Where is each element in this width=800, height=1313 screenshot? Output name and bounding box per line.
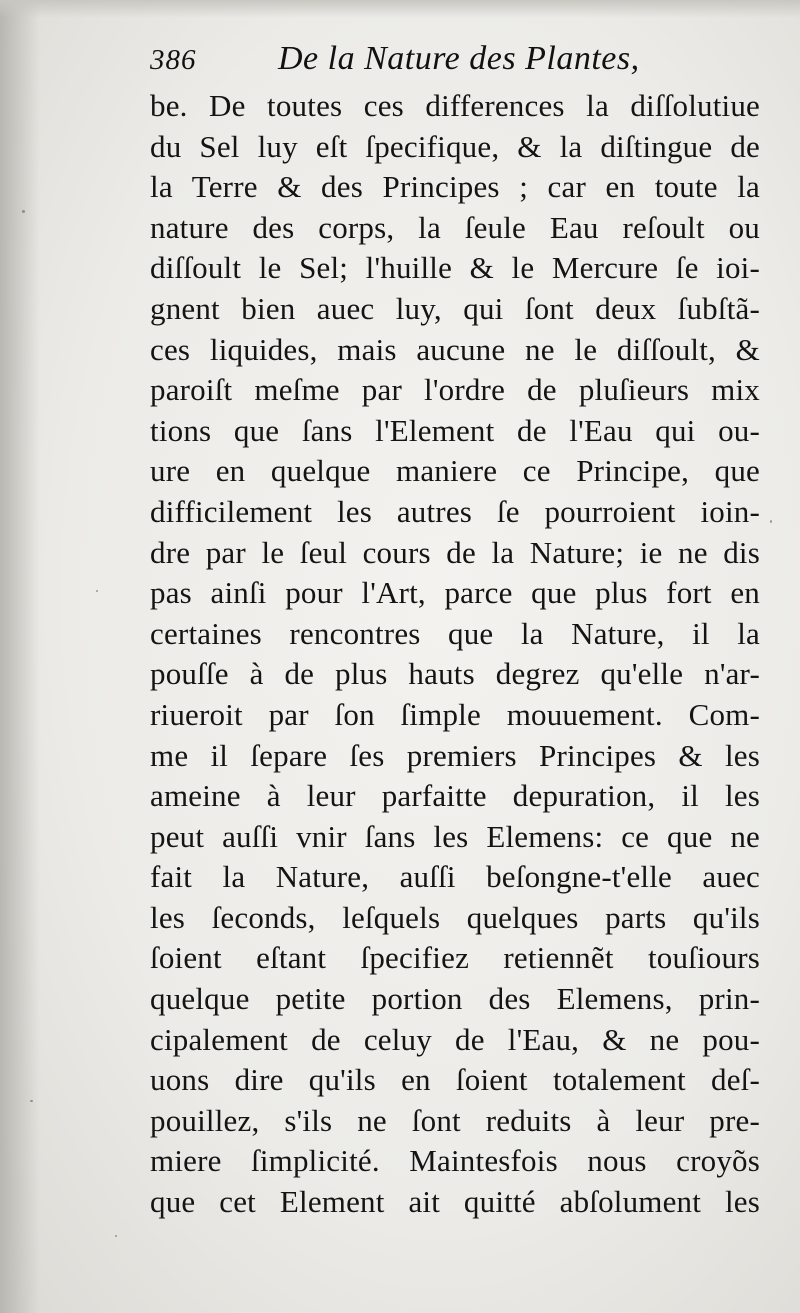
body-text bbox=[150, 86, 760, 1223]
text-line: gnent bien auec luy, qui ſont deux ſubſtã- bbox=[150, 290, 760, 326]
text-line: riueroit par ſon ſimple mouuement. Com- bbox=[150, 696, 760, 732]
page-header bbox=[150, 40, 670, 84]
text-line: ure en quelque maniere ce Principe, que bbox=[150, 453, 760, 489]
text-line: pas ainſi pour l'Art, parce que plus fort en bbox=[150, 575, 760, 611]
paper-speck bbox=[30, 1100, 33, 1102]
paper-speck bbox=[22, 210, 25, 213]
text-line: fait la Nature, auſſi beſongne-t'elle auec bbox=[150, 859, 760, 895]
paper-speck bbox=[770, 520, 772, 523]
text-line: la Terre & des Principes ; car en toute la bbox=[150, 169, 760, 205]
text-line: difficilement les autres ſe pourroient ioin- bbox=[150, 493, 760, 529]
text-line: be. De toutes ces differences la diſſolutiue bbox=[150, 88, 760, 123]
text-line: ſoient eſtant ſpecifiez retiennẽt touſiours bbox=[150, 940, 760, 976]
gutter-shadow bbox=[0, 0, 40, 1313]
text-line: pouillez, s'ils ne ſont reduits à leur pre- bbox=[150, 1102, 760, 1138]
text-line: du Sel luy eſt ſpecifique, & la diſtingue de bbox=[150, 128, 760, 164]
top-edge-shadow bbox=[0, 0, 800, 18]
text-line: tions que ſans l'Element de l'Eau qui ou- bbox=[150, 412, 760, 448]
text-line: me il ſepare ſes premiers Principes & les bbox=[150, 737, 760, 773]
text-line: les ſeconds, leſquels quelques parts qu'ils bbox=[150, 899, 760, 935]
text-line: que cet Element ait quitté abſolument les bbox=[150, 1184, 760, 1220]
text-line: cipalement de celuy de l'Eau, & ne pou- bbox=[150, 1021, 760, 1057]
paper-speck bbox=[96, 590, 98, 592]
paper-speck bbox=[115, 1235, 117, 1237]
text-line: quelque petite portion des Elemens, prin- bbox=[150, 981, 760, 1017]
text-line: certaines rencontres que la Nature, il la bbox=[150, 615, 760, 651]
running-title: De la Nature des Plantes, bbox=[278, 40, 640, 77]
text-line: uons dire qu'ils en ſoient totalement deſ- bbox=[150, 1062, 760, 1098]
text-line: dre par le ſeul cours de la Nature; ie ne dis bbox=[150, 534, 760, 570]
page-number: 386 bbox=[150, 44, 197, 76]
text-line: peut auſſi vnir ſans les Elemens: ce que ne bbox=[150, 818, 760, 854]
text-line: nature des corps, la ſeule Eau reſoult ou bbox=[150, 209, 760, 245]
text-line: miere ſimplicité. Maintesfois nous croyõs bbox=[150, 1143, 760, 1179]
text-line: paroiſt meſme par l'ordre de pluſieurs mix bbox=[150, 372, 760, 408]
text-line: diſſoult le Sel; l'huille & le Mercure ſe ioi- bbox=[150, 250, 760, 286]
text-line: ces liquides, mais aucune ne le diſſoult, & bbox=[150, 331, 760, 367]
text-line: pouſſe à de plus hauts degrez qu'elle n'ar- bbox=[150, 656, 760, 692]
text-line: ameine à leur parfaitte depuration, il les bbox=[150, 778, 760, 814]
